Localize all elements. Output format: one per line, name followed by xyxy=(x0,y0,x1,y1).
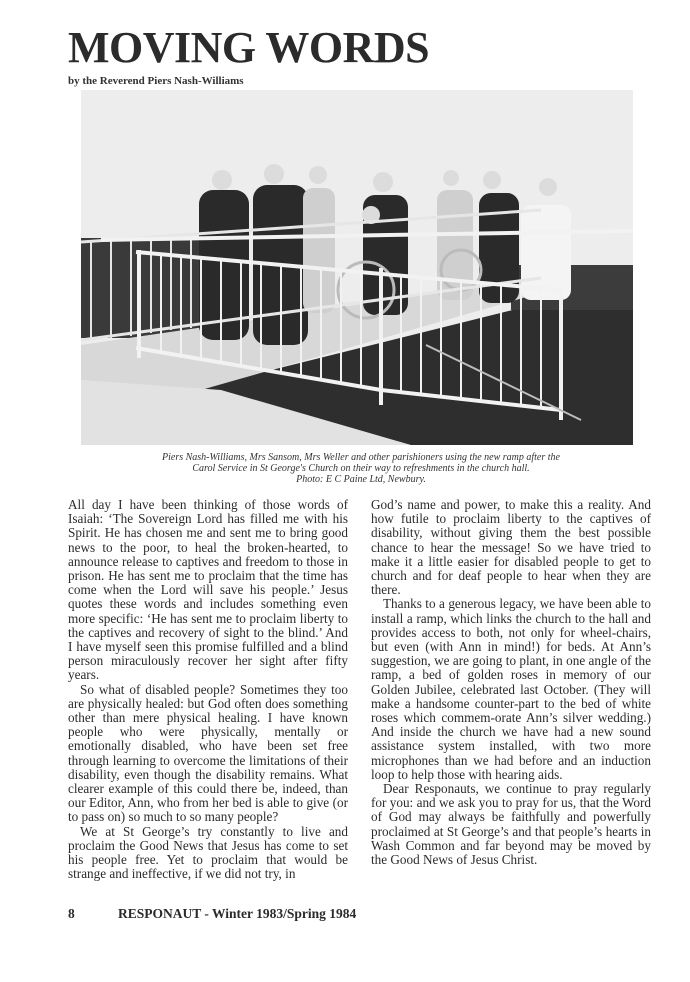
article-title: MOVING WORDS xyxy=(68,23,430,72)
publication-info: RESPONAUT - Winter 1983/Spring 1984 xyxy=(118,906,357,921)
page-footer xyxy=(68,906,356,922)
article-byline: by the Reverend Piers Nash-Williams xyxy=(68,75,244,87)
paragraph: All day I have been thinking of those words of Isaiah: ‘The Sovereign Lord has filled me with his Spirit. He has chosen me and sent me to bring good news to the poor, to heal the broken-hearted, to announce release to captives and freedom to those in prison. He has sent me to proclaim that the time has come when the Lord will save his people.’ Jesus quotes these words and includes something even more specific: ‘He has sent me to proclaim liberty to the captives and recovery of sight to the blind.’ And I have myself seen this promise fulfilled and a blind person miraculously recover her sight after fifty years. xyxy=(68,497,348,683)
page-number: 8 xyxy=(68,906,75,921)
caption-line: Carol Service in St George's Church on their way to refreshments in the church hall. xyxy=(192,463,530,474)
paragraph: So what of disabled people? Sometimes they too are physically healed: but God often does something other than mere physical healing. I have known people who were physically, mentally or emotionally disabled, who have been set free through learning to overcome the limitations of their disability, even though the disability remains. What clearer example of this could there be, indeed, than our Editor, Ann, who from her bed is able to give (or to pass on) so much to so many people? xyxy=(68,681,348,825)
paragraph: Thanks to a generous legacy, we have been able to install a ramp, which links the church to the hall and provides access to both, not only for wheel-chairs, but even (with Ann in mind!) for beds. At Ann’s suggestion, we are going to plant, in one angle of the ramp, a bed of golden roses in memory of our Golden Jubilee, celebrated last October. (They will make a handsome counter-part to the bed of white roses which commem-orate Ann’s silver wedding.) And inside the church we have had a new sound assistance system installed, with two more microphones than we had before and an induction loop to help those with hearing aids. xyxy=(371,596,651,782)
paragraph: God’s name and power, to make this a reality. And how futile to proclaim liberty to the captives of disability, without giving them the best possible chance to hear the message! So we have tried to make it a little easier for disabled people to get to church and for deaf people to hear when they are there. xyxy=(371,497,651,598)
body-column-left xyxy=(68,498,348,881)
photo-credit: Photo: E C Paine Ltd, Newbury. xyxy=(296,474,426,485)
caption-line: Piers Nash-Williams, Mrs Sansom, Mrs Weller and other parishioners using the new ramp after the xyxy=(162,452,560,463)
photo-caption xyxy=(120,452,602,485)
photo-illustration xyxy=(81,90,633,445)
paragraph: Dear Responauts, we continue to pray regularly for you: and we ask you to pray for us, that the Word of God may always be faithfully and powerfully proclaimed at St George’s and that people’s hearts in Wash Common and far beyond may be moved by the Good News of Jesus Christ. xyxy=(371,781,651,868)
paragraph: We at St George’s try constantly to live and proclaim the Good News that Jesus has come to set his people free. Yet to proclaim that would be strange and ineffective, if we did not try, in xyxy=(68,823,348,882)
ramp-photo xyxy=(81,90,633,445)
body-column-right xyxy=(371,498,651,867)
